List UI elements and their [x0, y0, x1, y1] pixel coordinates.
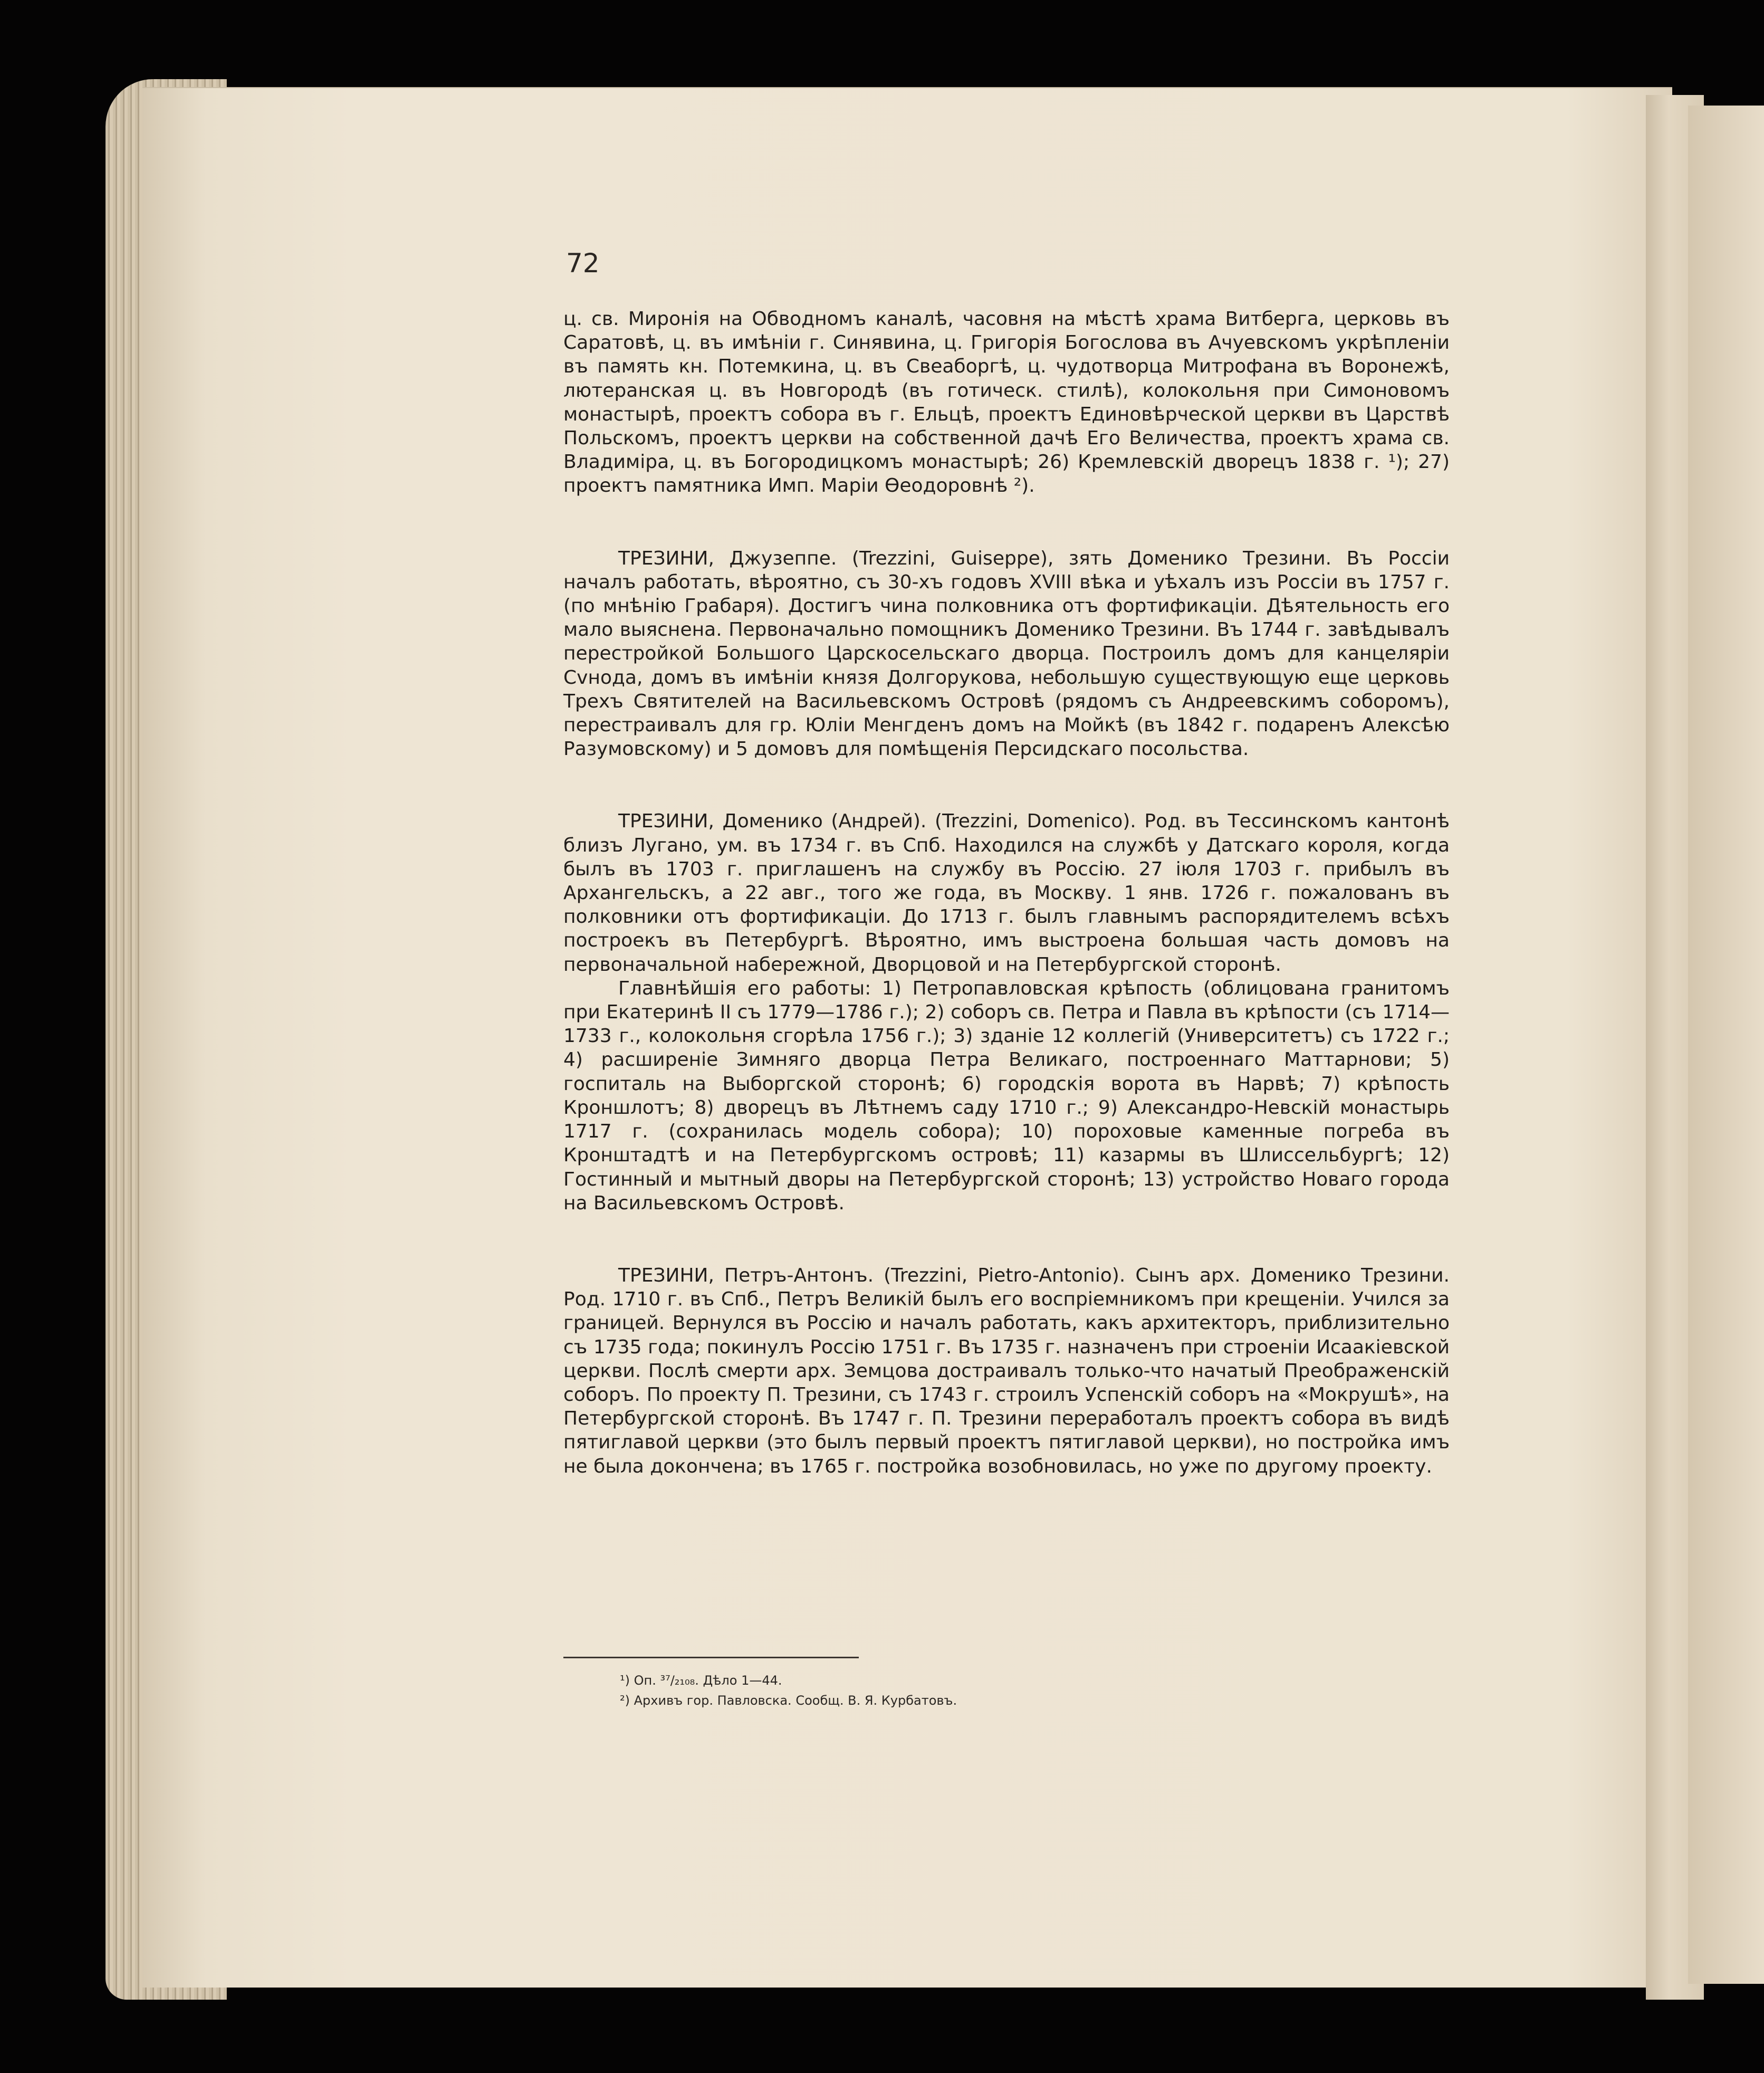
- paragraph-continuation: ц. св. Миронія на Обводномъ каналѣ, часовня на мѣстѣ храма Витберга, церковь въ Саратовѣ, ц. въ имѣніи г. Синявина, ц. Григорія Богослова въ Ачуевскомъ укрѣпленіи въ память кн. Потемкина, ц. въ Свеаборгѣ, ц. чудотворца Митрофана въ Воронежѣ, лютеранская ц. въ Новгородѣ (въ готическ. стилѣ), колокольня при Симоновомъ монастырѣ, проектъ собора въ г. Ельцѣ, проектъ Единовѣрческой церкви въ Царствѣ Польскомъ, проектъ церкви на собственной дачѣ Его Величества, проектъ храма св. Владиміра, ц. въ Богородицкомъ монастырѣ; 26) Кремлевскій дворецъ 1838 г. ¹); 27) проектъ памятника Имп. Маріи Ѳеодоровнѣ ²).: [563, 308, 1450, 497]
- footnotes: [620, 1670, 1253, 1711]
- body-text: [563, 307, 1450, 1478]
- footnote-2: [620, 1690, 1253, 1711]
- footnote-text: Архивъ гор. Павловска. Сообщ. В. Я. Курбатовъ.: [634, 1693, 957, 1708]
- facing-page-edge: [1688, 106, 1764, 1984]
- paragraph-trezzini-domenico-works: Главнѣйшія его работы: 1) Петропавловская крѣпость (облицована гранитомъ при Екатеринѣ II съ 1779—1786 г.); 2) соборъ св. Петра и Павла въ крѣпости (съ 1714—1733 г., колокольня сгорѣла 1756 г.); 3) зданіе 12 коллегій (Университетъ) съ 1722 г.; 4) расширеніе Зимняго дворца Петра Великаго, построеннаго Маттарнови; 5) госпиталь на Выборгской сторонѣ; 6) городскія ворота въ Нарвѣ; 7) крѣпость Кроншлотъ; 8) дворецъ въ Лѣтнемъ саду 1710 г.; 9) Александро-Невскій монастырь 1717 г. (сохранилась модель собора); 10) пороховые каменные погреба въ Кронштадтѣ и на Петербургскомъ островѣ; 11) казармы въ Шлиссельбургѣ; 12) Гостинный и мытный дворы на Петербургской сторонѣ; 13) устройство Новаго города на Васильевскомъ Островѣ.: [563, 977, 1450, 1214]
- footnote-mark: ²): [620, 1693, 630, 1708]
- paragraph-trezzini-domenico: ТРЕЗИНИ, Доменико (Андрей). (Trezzini, Domenico). Род. въ Тессинскомъ кантонѣ близъ Лугано, ум. въ 1734 г. въ Спб. Находился на службѣ у Датскаго короля, когда былъ въ 1703 г. приглашенъ на службу въ Россію. 27 іюля 1703 г. прибылъ въ Архангельскъ, а 22 авг., того же года, въ Москву. 1 янв. 1726 г. пожалованъ въ полковники отъ фортификаціи. До 1713 г. былъ главнымъ распорядителемъ всѣхъ построекъ въ Петербургѣ. Вѣроятно, имъ выстроена большая часть домовъ на первоначальной набережной, Дворцовой и на Петербургской сторонѣ.: [563, 810, 1450, 976]
- footnote-divider: [563, 1657, 859, 1658]
- footnote-text: Оп. ³⁷/₂₁₀₈. Дѣло 1—44.: [634, 1673, 782, 1688]
- footnote-1: [620, 1670, 1253, 1690]
- paragraph-trezzini-giuseppe: ТРЕЗИНИ, Джузеппе. (Trezzini, Guiseppe), зять Доменико Трезини. Въ Россіи началъ работать, вѣроятно, съ 30-хъ годовъ XVIII вѣка и уѣхалъ изъ Россіи въ 1757 г. (по мнѣнію Грабаря). Достигъ чина полковника отъ фортификаціи. Дѣятельность его мало выяснена. Первоначально помощникъ Доменико Трезини. Въ 1744 г. завѣдывалъ перестройкой Большого Царскосельскаго дворца. Построилъ домъ для канцеляріи Сvнода, домъ въ имѣніи князя Долгорукова, небольшую существующую еще церковь Трехъ Святителей на Васильевскомъ Островѣ (рядомъ съ Андреевскимъ соборомъ), перестраивалъ для гр. Юліи Менгденъ домъ на Мойкѣ (въ 1842 г. подаренъ Алексѣю Разумовскому) и 5 домовъ для помѣщенія Персидскаго посольства.: [563, 547, 1450, 760]
- footnote-mark: ¹): [620, 1673, 630, 1688]
- page-number: 72: [566, 248, 600, 279]
- paragraph-trezzini-pietro-antonio: ТРЕЗИНИ, Петръ-Антонъ. (Trezzini, Pietro-Antonio). Сынъ арх. Доменико Трезини. Род. 1710 г. въ Спб., Петръ Великій былъ его воспріемникомъ при крещеніи. Учился за границей. Вернулся въ Россію и началъ работать, какъ архитекторъ, приблизительно съ 1735 года; покинулъ Россію 1751 г. Въ 1735 г. назначенъ при строеніи Исаакіевской церкви. Послѣ смерти арх. Земцова достраивалъ только-что начатый Преображенскій соборъ. По проекту П. Трезини, съ 1743 г. строилъ Успенскій соборъ на «Мокрушѣ», на Петербургской сторонѣ. Въ 1747 г. П. Трезини переработалъ проектъ собора въ видѣ пятиглавой церкви (это былъ первый проектъ пятиглавой церкви), но постройка имъ не была докончена; въ 1765 г. постройка возобновилась, но уже по другому проекту.: [563, 1264, 1450, 1477]
